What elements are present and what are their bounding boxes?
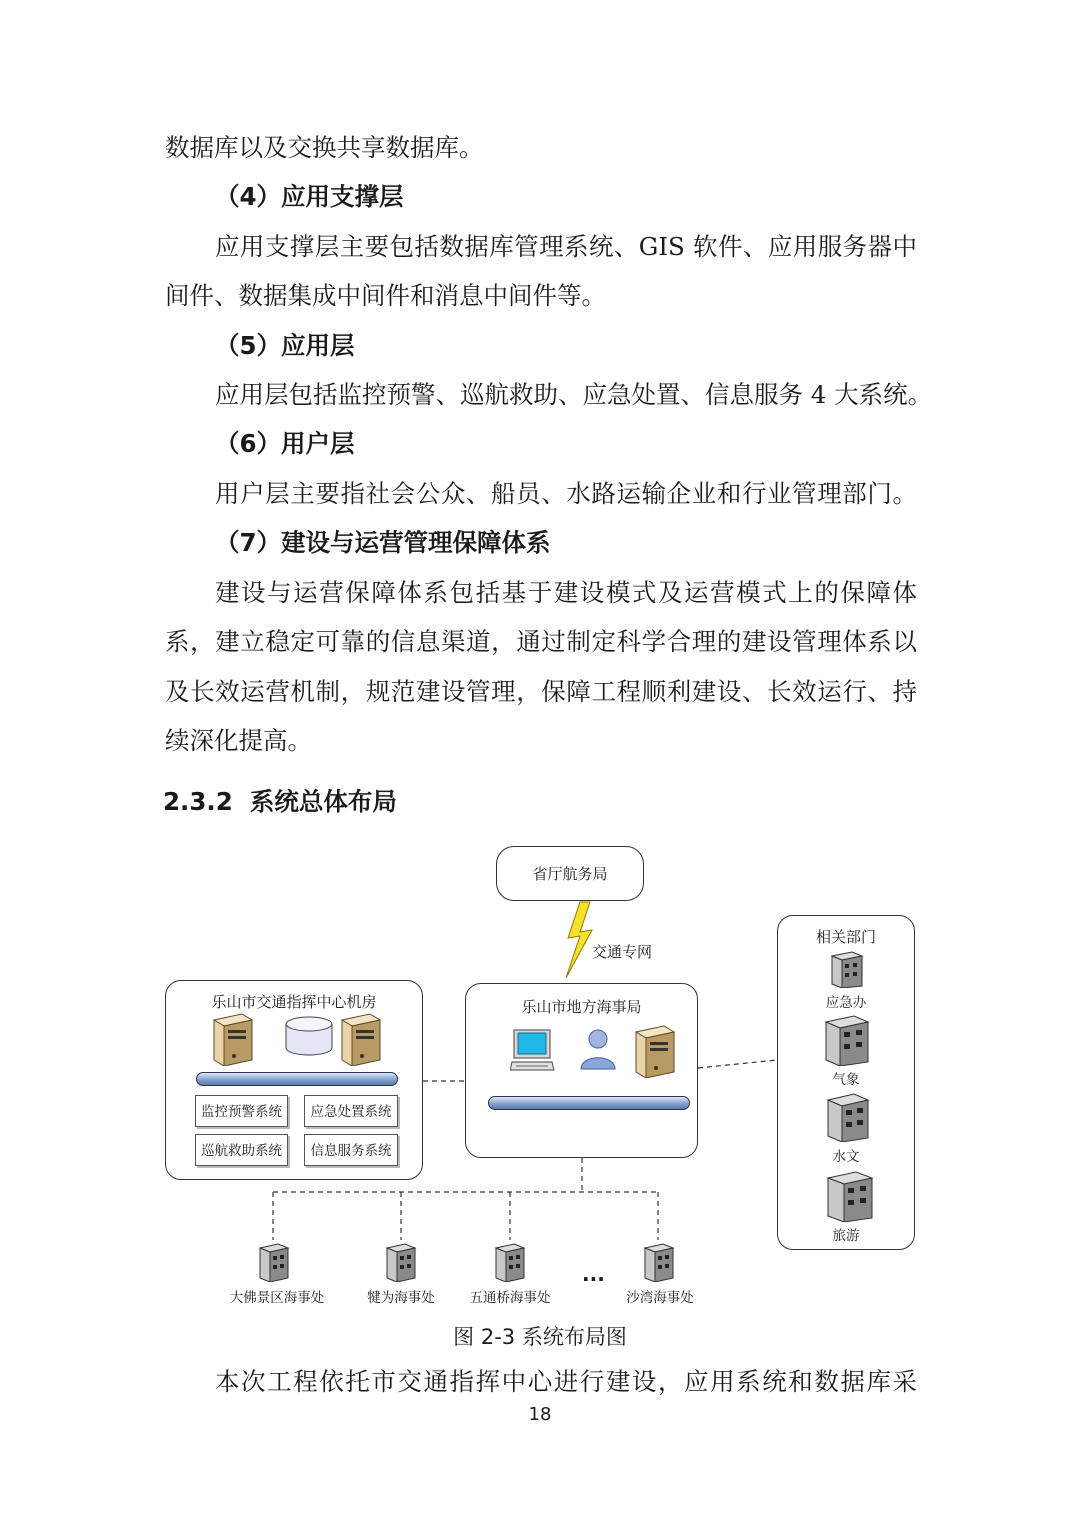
ellipsis: ...	[582, 1262, 605, 1286]
figure-caption: 图 2-3 系统布局图	[453, 1325, 627, 1349]
heading-application-layer: （5）应用层	[215, 331, 355, 360]
paragraph-line: 数据库以及交换共享数据库。	[165, 133, 484, 162]
section-title: 系统总体布局	[249, 787, 397, 816]
server-icon	[634, 1024, 676, 1078]
node-provincial-bureau	[496, 846, 644, 901]
node-title: 乐山市地方海事局	[521, 998, 642, 1016]
network-bus	[196, 1072, 398, 1086]
section-number: 2.3.2	[163, 787, 233, 816]
server-icon	[212, 1012, 254, 1066]
department-label: 旅游	[832, 1228, 860, 1244]
system-patrol-rescue: 巡航救助系统	[195, 1134, 288, 1166]
node-title: 乐山市交通指挥中心机房	[211, 993, 377, 1011]
building-icon	[826, 1170, 874, 1222]
computer-icon	[510, 1028, 556, 1072]
system-monitoring: 监控预警系统	[195, 1095, 288, 1127]
lightning-icon	[566, 902, 592, 978]
site-label: 五通桥海事处	[469, 1290, 551, 1306]
building-icon	[258, 1242, 290, 1282]
paragraph-line: 应用支撑层主要包括数据库管理系统、GIS 软件、应用服务器中	[215, 232, 917, 261]
department-label: 水文	[832, 1149, 860, 1165]
site-label: 大佛景区海事处	[229, 1290, 325, 1306]
heading-user-layer: （6）用户层	[215, 429, 355, 458]
node-label: 省厅航务局	[532, 865, 608, 883]
building-icon	[494, 1242, 526, 1282]
user-icon	[578, 1028, 618, 1070]
department-label: 应急办	[825, 995, 867, 1011]
paragraph-line: 续深化提高。	[165, 726, 312, 755]
paragraph-line: 系，建立稳定可靠的信息渠道，通过制定科学合理的建设管理体系以	[165, 627, 917, 656]
page-number: 18	[528, 1404, 552, 1425]
paragraph-line: 间件、数据集成中间件和消息中间件等。	[165, 281, 606, 310]
system-info-service: 信息服务系统	[304, 1134, 398, 1166]
panel-title: 相关部门	[815, 928, 876, 946]
system-emergency: 应急处置系统	[304, 1095, 398, 1127]
building-icon	[826, 1092, 870, 1142]
heading-guarantee-system: （7）建设与运营管理保障体系	[215, 528, 551, 557]
building-icon	[830, 950, 864, 988]
server-icon	[340, 1012, 382, 1066]
building-icon	[385, 1242, 417, 1282]
building-icon	[643, 1242, 675, 1282]
building-icon	[824, 1014, 870, 1066]
paragraph-line: 本次工程依托市交通指挥中心进行建设，应用系统和数据库采	[215, 1367, 917, 1396]
database-icon	[284, 1016, 334, 1056]
paragraph-line: 用户层主要指社会公众、船员、水路运输企业和行业管理部门。	[215, 479, 917, 508]
department-label: 气象	[832, 1072, 860, 1088]
network-bus	[488, 1096, 690, 1110]
paragraph-line: 及长效运营机制，规范建设管理，保障工程顺利建设、长效运行、持	[165, 677, 917, 706]
site-label: 沙湾海事处	[626, 1290, 694, 1306]
network-label: 交通专网	[592, 943, 653, 961]
paragraph-line: 建设与运营保障体系包括基于建设模式及运营模式上的保障体	[215, 578, 917, 607]
site-label: 犍为海事处	[367, 1290, 435, 1306]
paragraph-line: 应用层包括监控预警、巡航救助、应急处置、信息服务 4 大系统。	[215, 380, 933, 409]
heading-application-support: （4）应用支撑层	[215, 182, 404, 211]
